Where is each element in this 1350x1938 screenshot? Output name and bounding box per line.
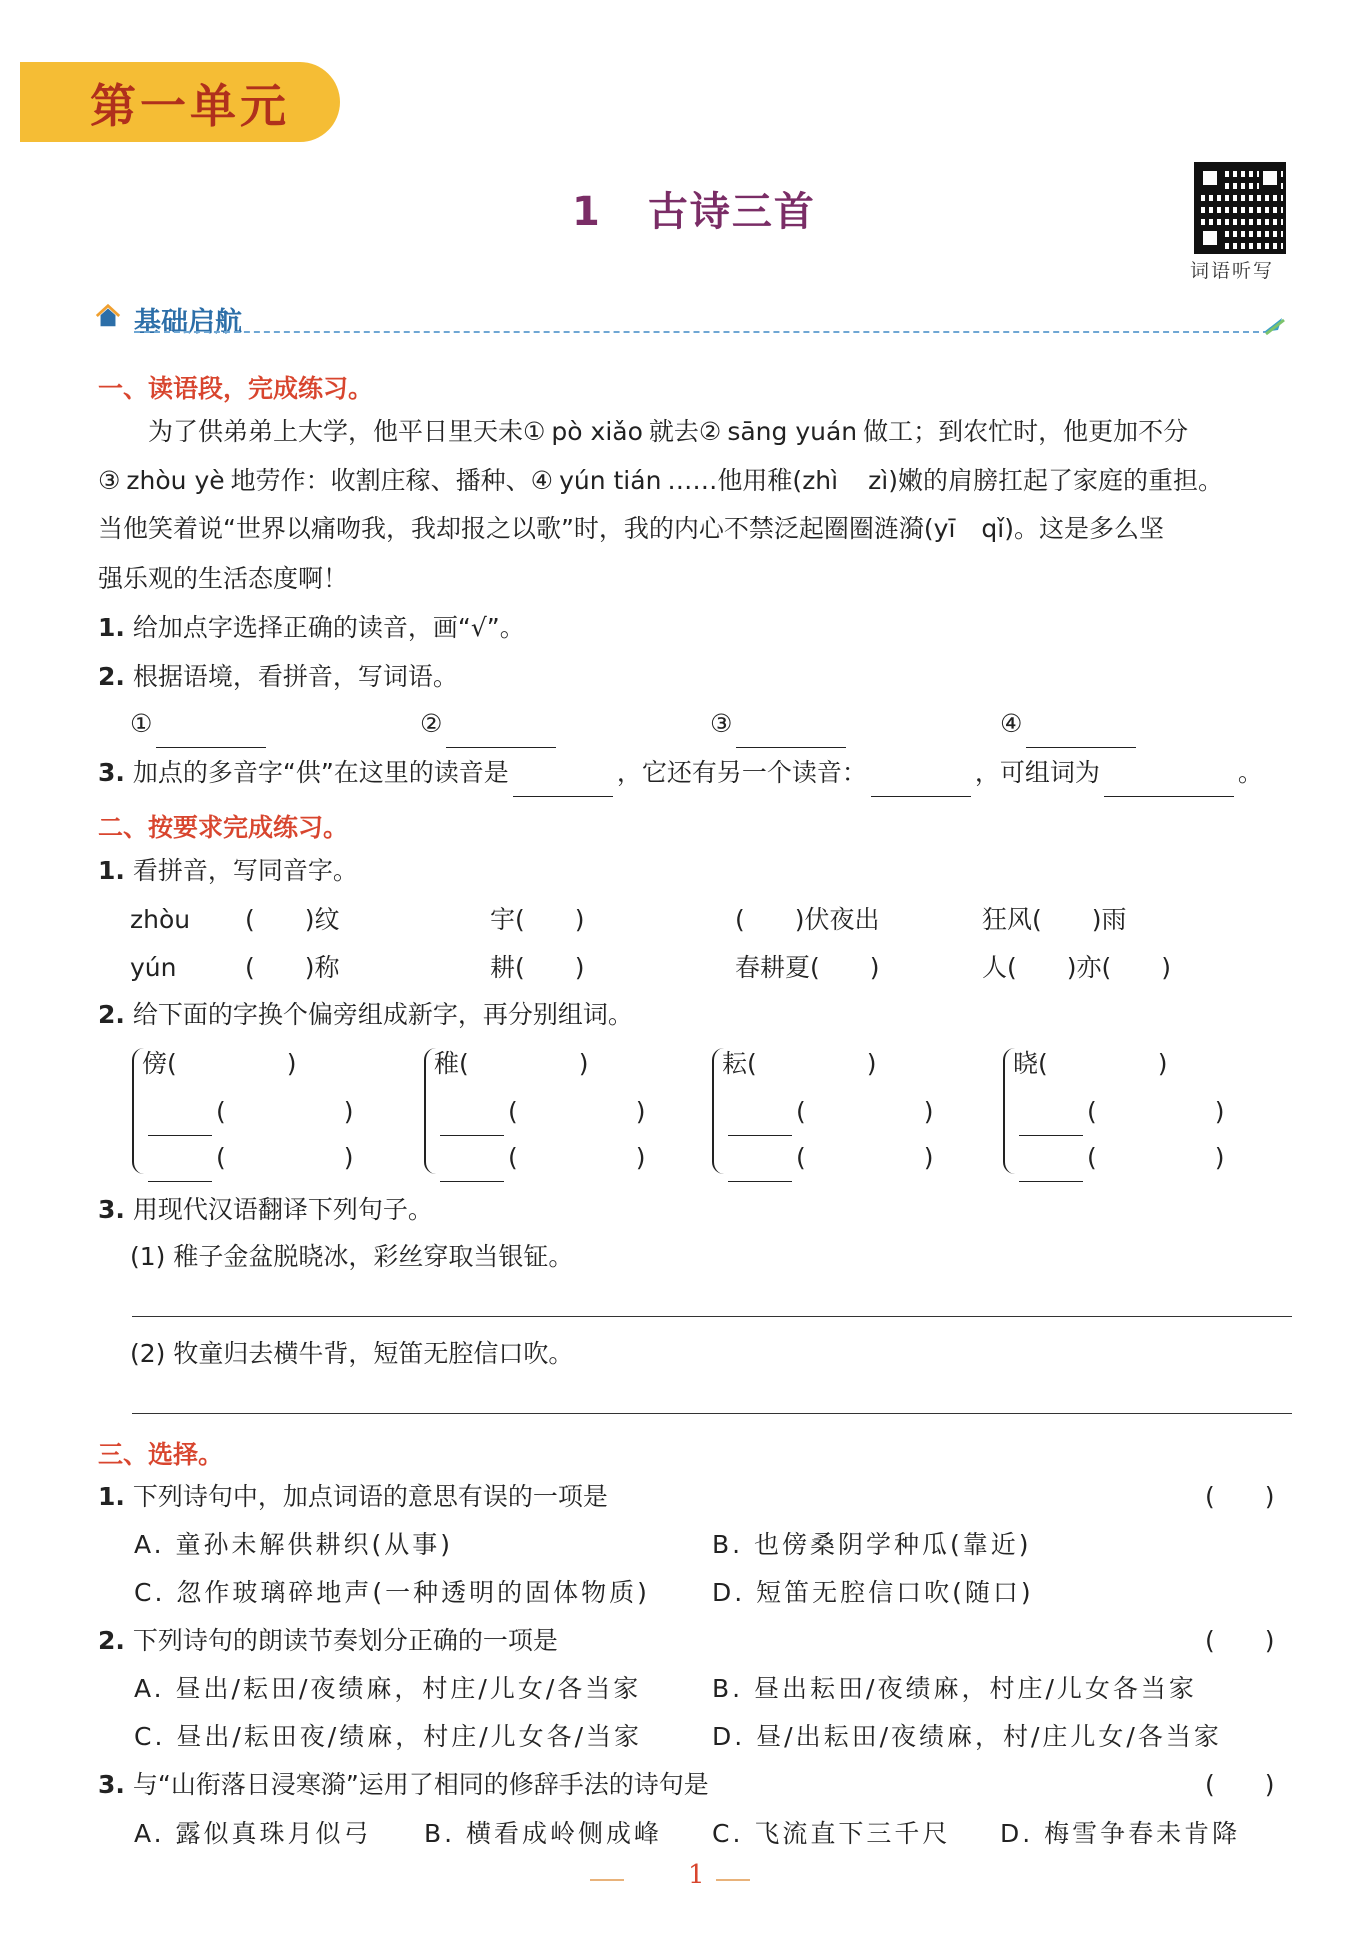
blank-marker: ② (420, 709, 443, 738)
answer-paren[interactable]: ( ) (1205, 1770, 1275, 1799)
passage-text: 就去② (648, 417, 722, 446)
radical-new-row (1015, 1088, 1225, 1136)
qr-code-icon[interactable] (1194, 162, 1286, 254)
pinyin-2: sāng yuán (727, 417, 858, 446)
option-d[interactable]: D. 梅雪争春未肯降 (1000, 1819, 1241, 1848)
p3-q1 (98, 1473, 608, 1521)
passage-text: 地劳作：收割庄稼、播种、④ (230, 466, 554, 495)
option-a[interactable]: A. 露似真珠月似弓 (134, 1819, 372, 1848)
paren: ) (286, 1049, 297, 1078)
answer-paren[interactable]: ( ) (1205, 1626, 1275, 1655)
answer-blank[interactable] (148, 1153, 212, 1182)
p1-q2-blank-1 (130, 700, 270, 748)
paren: ) (343, 1097, 354, 1126)
blank-marker: ④ (1000, 709, 1023, 738)
paren: ) (635, 1097, 646, 1126)
passage-line-1 (148, 408, 1188, 456)
paren: ( (245, 905, 255, 934)
answer-blank[interactable] (440, 1153, 504, 1182)
tongyin-text: )亦( (1066, 953, 1112, 982)
radical-new-row (144, 1088, 354, 1136)
paren: ( (735, 905, 745, 934)
source-char: 耘( (722, 1049, 757, 1078)
part2-heading (98, 808, 348, 844)
p1-q2-blank-2 (420, 700, 560, 748)
answer-blank[interactable] (148, 1107, 212, 1136)
passage-text: )。这是多么坚 (1004, 514, 1165, 543)
tongyin-item (490, 896, 585, 944)
lesson-name: 古诗三首 (647, 189, 816, 235)
tongyin-text: 春耕夏( (735, 953, 820, 982)
paren: ) (343, 1143, 354, 1172)
tongyin-text: )纹 (304, 905, 340, 934)
answer-blank[interactable] (871, 768, 971, 797)
question-text: 看拼音，写同音字。 (132, 856, 358, 885)
tongyin-item (735, 896, 880, 944)
pinyin-1: pò xiǎo (551, 417, 643, 446)
question-text: 加点的多音字“供”在这里的读音是 (132, 758, 509, 787)
option-a[interactable]: A. 童孙未解供耕织(从事) (134, 1530, 454, 1559)
question-text: 与“山衔落日浸寒漪”运用了相同的修辞手法的诗句是 (132, 1770, 709, 1799)
paren: ) (1161, 953, 1172, 982)
source-char: 晓( (1013, 1049, 1048, 1078)
paren: ) (1214, 1097, 1225, 1126)
tongyin-item (735, 944, 880, 992)
question-text: 下列诗句中，加点词语的意思有误的一项是 (132, 1482, 608, 1511)
question-number: 3. (98, 1770, 125, 1799)
qr-corner (1199, 167, 1221, 189)
paren: ( (1087, 1097, 1097, 1126)
part1-heading: 一、读语段，完成练习。 (98, 374, 374, 403)
translate-sentence-1: (1) 稚子金盆脱晓冰，彩丝穿取当银钲。 (130, 1242, 574, 1271)
passage-text: 做工；到农忙时，他更加不分 (863, 417, 1189, 446)
p2-q1 (98, 847, 358, 895)
source-char: 傍( (142, 1049, 177, 1078)
paren: ( (508, 1097, 518, 1126)
p2-q3 (98, 1186, 433, 1234)
pinyin-3: zhòu yè (126, 466, 225, 495)
p1-q3 (98, 749, 1263, 797)
answer-blank[interactable] (513, 768, 613, 797)
section-divider (134, 331, 1269, 333)
option-d[interactable]: D. 短笛无腔信口吹(随口) (712, 1578, 1034, 1607)
paren: ( (216, 1097, 226, 1126)
answer-paren[interactable]: ( ) (1205, 1482, 1275, 1511)
paren: ) (635, 1143, 646, 1172)
paren: ) (578, 1049, 589, 1078)
question-text: 给加点字选择正确的读音，画“√”。 (132, 613, 525, 642)
qr-caption: 词语听写 (1190, 260, 1275, 282)
paren: ) (923, 1143, 934, 1172)
paren: ) (1157, 1049, 1168, 1078)
passage-line-3 (98, 505, 1164, 553)
question-text: 用现代汉语翻译下列句子。 (132, 1195, 433, 1224)
paren: ( (796, 1143, 806, 1172)
tongyin-text: 人( (982, 953, 1017, 982)
answer-blank[interactable] (728, 1107, 792, 1136)
paren: ( (1087, 1143, 1097, 1172)
passage-text: 当他笑着说“世界以痛吻我，我却报之以歌”时，我的内心不禁泛起圈圈涟漪( (98, 514, 934, 543)
question-number: 2. (98, 1000, 125, 1029)
passage-line-4: 强乐观的生活态度啊！ (98, 564, 349, 593)
option-a[interactable]: A. 昼出/耘田/夜绩麻，村庄/儿女/各当家 (134, 1674, 642, 1703)
tongyin-item (245, 896, 340, 944)
passage-text: ③ (98, 466, 121, 495)
blank-marker: ① (130, 709, 153, 738)
answer-blank[interactable] (1019, 1107, 1083, 1136)
passage-text: ……他用稚( (667, 466, 803, 495)
page-number-rule (716, 1879, 750, 1881)
qr-corner (1259, 167, 1281, 189)
pinyin-4: yún tián (559, 466, 662, 495)
p2-q2 (98, 991, 633, 1039)
tongyin-text: )称 (304, 953, 340, 982)
tongyin-text: 宇( (490, 905, 525, 934)
qr-corner (1199, 227, 1221, 249)
radical-source-char (722, 1040, 877, 1088)
paren: ) (1214, 1143, 1225, 1172)
p3-q2 (98, 1617, 558, 1665)
question-text: 。 (1237, 758, 1263, 787)
p1-q1 (98, 604, 525, 652)
radical-source-char (1013, 1040, 1168, 1088)
question-number: 1. (98, 613, 125, 642)
paren: ( (508, 1143, 518, 1172)
part2-heading-text: 二、按要求完成练习。 (98, 813, 349, 842)
paren: ( (216, 1143, 226, 1172)
question-text: ，可组词为 (974, 758, 1100, 787)
source-char: 稚( (434, 1049, 469, 1078)
question-number: 3. (98, 1195, 125, 1224)
paren: ) (869, 953, 880, 982)
tongyin-text: )伏夜出 (794, 905, 880, 934)
pinyin-option[interactable]: zì (868, 466, 889, 495)
answer-line[interactable] (132, 1413, 1292, 1414)
question-text: 下列诗句的朗读节奏划分正确的一项是 (132, 1626, 558, 1655)
answer-blank[interactable] (1026, 719, 1136, 748)
pinyin-zhou: zhòu (130, 905, 191, 934)
house-icon (94, 302, 122, 330)
paren: ) (574, 905, 585, 934)
question-text: 给下面的字换个偏旁组成新字，再分别组词。 (132, 1000, 633, 1029)
answer-blank[interactable] (728, 1153, 792, 1182)
paren: ) (866, 1049, 877, 1078)
part3-heading: 三、选择。 (98, 1440, 224, 1469)
pinyin-yun: yún (130, 953, 177, 982)
unit-title: 第一单元 (90, 79, 290, 133)
lesson-number: 1 (572, 189, 602, 235)
question-number: 2. (98, 662, 125, 691)
answer-blank[interactable] (440, 1107, 504, 1136)
p1-q2-blank-4 (1000, 700, 1140, 748)
pinyin-option[interactable]: qǐ (981, 514, 1005, 543)
answer-blank[interactable] (156, 719, 266, 748)
question-number: 2. (98, 1626, 125, 1655)
radical-new-row (436, 1088, 646, 1136)
pinyin-option[interactable]: yī (933, 514, 956, 543)
question-text: ，它还有另一个读音： (616, 758, 867, 787)
translate-sentence-2: (2) 牧童归去横牛背，短笛无腔信口吹。 (130, 1339, 574, 1368)
radical-new-row (724, 1088, 934, 1136)
page-number-rule (590, 1879, 624, 1881)
option-b[interactable]: B. 横看成岭侧成峰 (424, 1819, 663, 1848)
radical-source-char (434, 1040, 589, 1088)
p1-q2 (98, 653, 458, 701)
tongyin-text: 狂风( (982, 905, 1042, 934)
pinyin-option[interactable]: zhì (802, 466, 839, 495)
answer-blank[interactable] (1104, 768, 1234, 797)
section-basic-title: 基础启航 (134, 307, 242, 338)
tongyin-item (490, 944, 585, 992)
option-d[interactable]: D. 昼/出耘田/夜绩麻，村/庄儿女/各当家 (712, 1722, 1222, 1751)
tongyin-text: 耕( (490, 953, 525, 982)
option-c[interactable]: C. 飞流直下三千尺 (712, 1819, 951, 1848)
tongyin-text: )雨 (1091, 905, 1127, 934)
question-number: 3. (98, 758, 125, 787)
p1-q2-blank-3 (710, 700, 850, 748)
tongyin-item (982, 896, 1127, 944)
radical-new-row (144, 1134, 354, 1182)
passage-line-2 (98, 457, 1223, 505)
option-b[interactable]: B. 也傍桑阴学种瓜(靠近) (712, 1530, 1032, 1559)
radical-new-row (436, 1134, 646, 1182)
answer-blank[interactable] (446, 719, 556, 748)
tongyin-item (245, 944, 340, 992)
blank-marker: ③ (710, 709, 733, 738)
passage-text: 为了供弟弟上大学，他平日里天未① (148, 417, 546, 446)
question-number: 1. (98, 1482, 125, 1511)
option-c[interactable]: C. 昼出/耘田夜/绩麻，村庄/儿女各/当家 (134, 1722, 643, 1751)
answer-line[interactable] (132, 1316, 1292, 1317)
tongyin-item (982, 944, 1171, 992)
paren: ) (923, 1097, 934, 1126)
answer-blank[interactable] (736, 719, 846, 748)
answer-blank[interactable] (1019, 1153, 1083, 1182)
lesson-title (572, 180, 816, 237)
question-number: 1. (98, 856, 125, 885)
page-number: 1 (688, 1860, 705, 1890)
paren: ( (245, 953, 255, 982)
passage-text: )嫩的肩膀扛起了家庭的重担。 (888, 466, 1223, 495)
arrow-icon (1262, 314, 1286, 336)
p3-q3 (98, 1761, 709, 1809)
question-text: 根据语境，看拼音，写词语。 (132, 662, 458, 691)
option-c[interactable]: C. 忽作玻璃碎地声(一种透明的固体物质) (134, 1578, 650, 1607)
paren: ( (796, 1097, 806, 1126)
radical-source-char (142, 1040, 297, 1088)
option-b[interactable]: B. 昼出耘田/夜绩麻，村庄/儿女各当家 (712, 1674, 1197, 1703)
radical-new-row (1015, 1134, 1225, 1182)
radical-new-row (724, 1134, 934, 1182)
paren: ) (574, 953, 585, 982)
